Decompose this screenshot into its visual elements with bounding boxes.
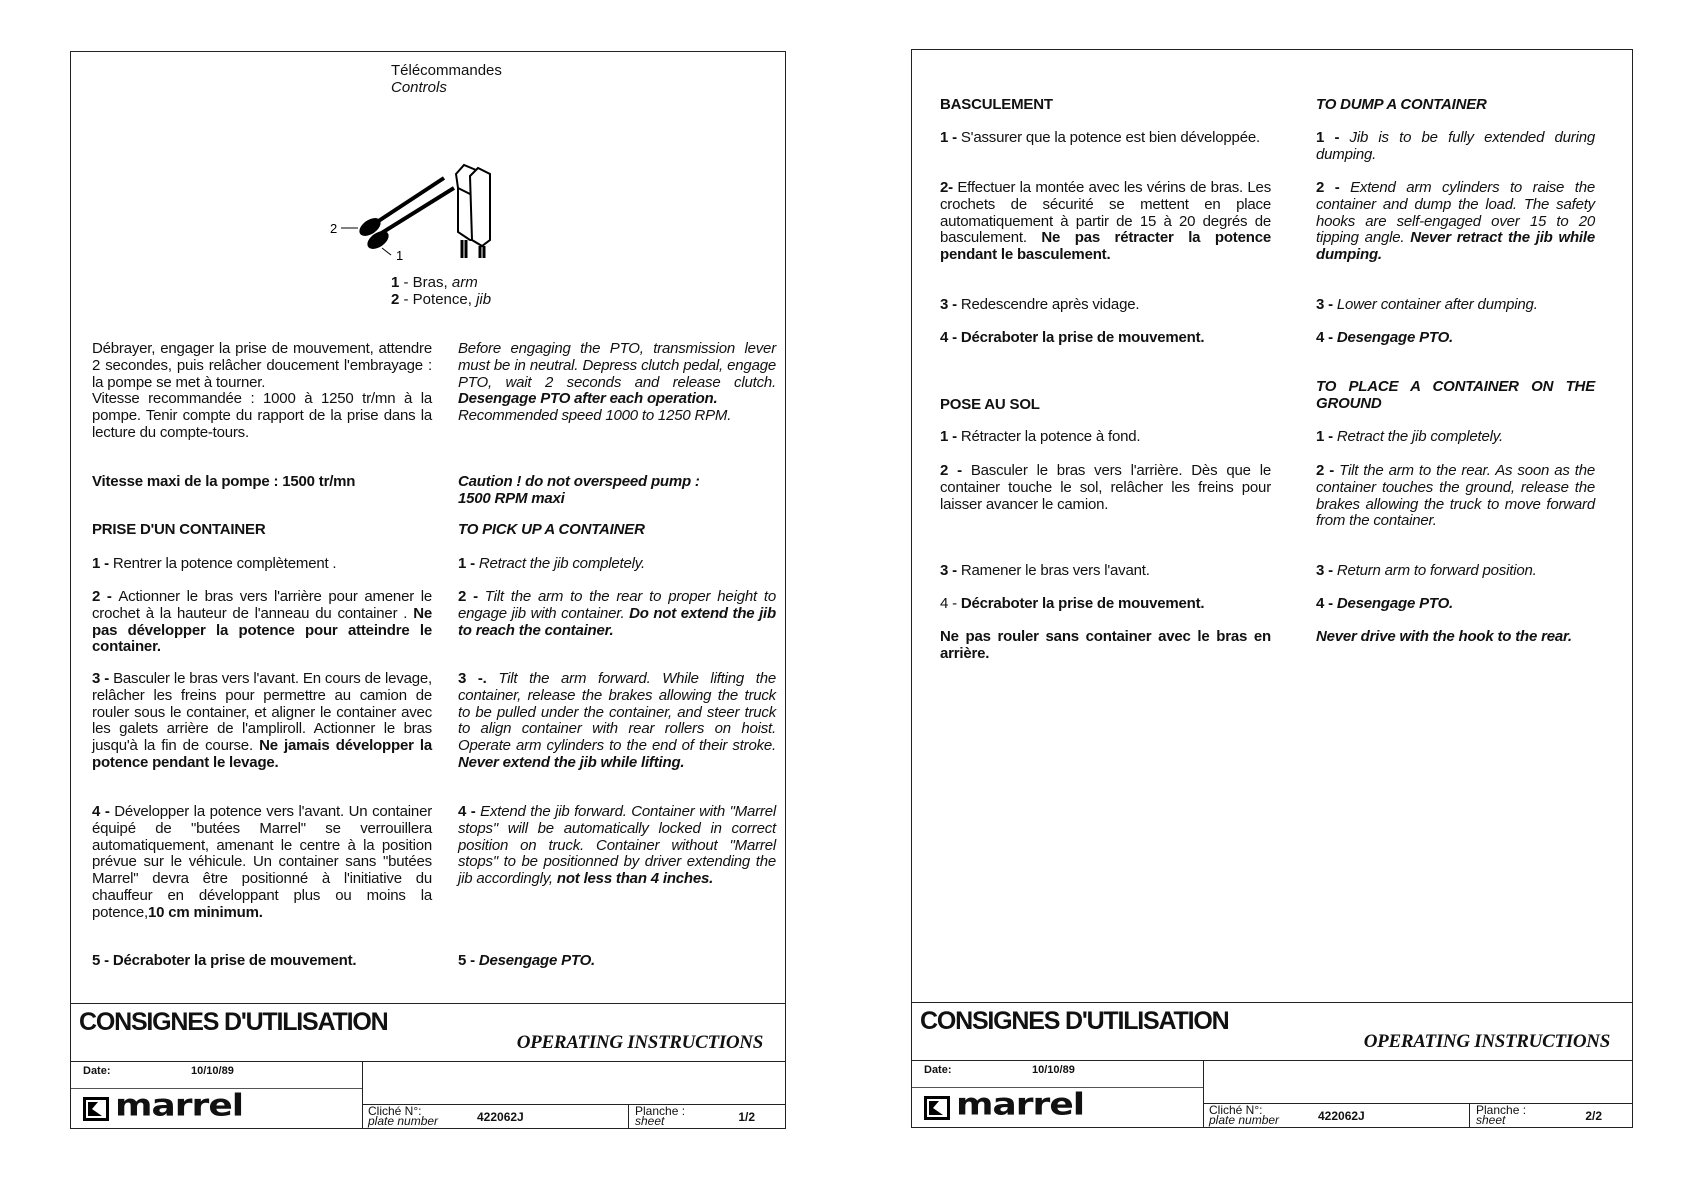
marrel-logo-icon [83,1097,109,1121]
text-run: Never drive with the hook to the rear. [1316,628,1572,645]
sheet-label-fr: Planche : [635,1104,686,1118]
paragraph-en [458,341,776,425]
plate-number: 422062J [1318,1109,1365,1123]
text-run: PRISE D'UN CONTAINER [92,521,266,538]
logo-cell [912,1087,1203,1127]
figure-label-1: 1 [396,248,404,263]
legend-en: arm [451,274,478,291]
plate-number: 422062J [477,1110,524,1124]
text-run: Vitesse maxi de la pompe : 1500 tr/mn [92,473,356,490]
plate-label-en: plate number [368,1114,439,1128]
paragraph-fr [92,804,432,922]
paragraph-en [1316,297,1595,314]
title-block-info-row [912,1060,1632,1127]
text-run: TO DUMP A CONTAINER [1316,96,1487,113]
paragraph-en [458,953,776,970]
text-run: not less than 4 inches. [556,870,714,888]
legend-item [391,274,491,291]
date-value: 10/10/89 [191,1065,234,1077]
paragraph-en [458,474,776,508]
text-run: Ne pas développer la potence pour atteindre le container. [92,604,432,656]
paragraph-en [1316,629,1595,646]
plate-label-en: plate number [1209,1113,1280,1127]
paragraph-fr [940,330,1271,347]
text-run: 1 - [458,555,479,572]
text-run: 3 - [940,562,961,579]
paragraph-en [458,589,776,639]
paragraph-en [1316,596,1595,613]
paragraph-fr [940,629,1271,663]
title-en: OPERATING INSTRUCTIONS [1363,1031,1610,1052]
text-run: 3 - [92,670,114,687]
text-run: Extend arm cylinders to raise the container and dump the load. The safety hooks are self-engaged over 15 to 20 tipping angle. [1316,179,1595,247]
controls-title-fr: Télécommandes [391,62,502,79]
text-run: Caution ! do not overspeed pump : 1500 RPM maxi [458,473,700,507]
paragraph-fr [940,130,1271,147]
text-run: TO PICK UP A CONTAINER [458,521,645,538]
figure-legend [391,274,491,308]
legend-fr: - Potence, [399,291,477,308]
text-run: 5 - [92,952,113,969]
paragraph-en [1316,330,1595,347]
text-run: 10 cm minimum. [147,903,263,921]
text-run: Basculer le bras vers l'arrière. Dès que le container touche le sol, relâcher les freins pour laisser avancer le camion. [940,462,1271,513]
text-run: 2 - [940,462,971,479]
sheet-label-fr: Planche : [1476,1103,1527,1117]
text-run: Desengage PTO. [478,952,596,969]
text-run: Do not extend the jib to reach the container. [458,604,776,639]
text-run: Retract the jib completely. [478,555,645,572]
figure-label-2: 2 [330,221,338,236]
text-run: Rentrer la potence complètement . [112,555,337,572]
plate-label-fr: Cliché N°: [1209,1103,1263,1117]
text-run: Return arm to forward position. [1336,562,1537,579]
title-fr: CONSIGNES D'UTILISATION [79,1008,388,1036]
text-run: 5 - [458,952,479,969]
text-run: Tilt the arm forward. While lifting the container, release the brakes allowing the truck to be pulled under the container, and steer truck to align container with rear rollers on hoist. Operate arm cylinders to the end of their stroke. [458,670,776,755]
paragraph-fr [92,522,432,539]
text-run: 3 - [1316,296,1337,313]
text-run: 4 - [940,595,961,612]
text-run: Basculer le bras vers l'avant. En cours de levage, relâcher les freins pour permettre au camion de rouler sous le container, et aligner le container avec les galets arrière de l'ampliroll. Actionner le bras jusqu'à la fin de course. [92,670,432,755]
date-value: 10/10/89 [1032,1064,1075,1076]
text-run: POSE AU SOL [940,396,1040,413]
paragraph-fr [940,596,1271,613]
text-run: 1 - [1316,129,1350,146]
text-run: Desengage PTO. [1336,329,1454,346]
paragraph-fr [940,563,1271,580]
text-run: TO PLACE A CONTAINER ON THE GROUND [1316,378,1595,412]
text-run: Effectuer la montée avec les vérins de bras. Les crochets de sécurité se mettent en place automatiquement à partir de 15 à 20 degrés de basculement. [940,179,1271,247]
paragraph-en [1316,379,1595,413]
text-run: 4 - [1316,595,1337,612]
legend-fr: - Bras, [399,274,452,291]
title-block-info-row [71,1061,785,1128]
text-run: Ramener le bras vers l'avant. [960,562,1150,579]
text-run: Ne jamais développer la potence pendant le levage. [92,737,432,771]
text-run: Débrayer, engager la prise de mouvement, attendre 2 secondes, puis relâcher doucement l'embrayage : la pompe se met à tourner. Vitesse recommandée : 1000 à 1250 tr/mn à la pompe. Tenir compte du rapport de la prise dans la lecture du compte-tours. [92,340,432,441]
text-run: Tilt the arm to the rear to proper height to engage jib with container. [458,588,776,622]
plate-label-fr: Cliché N°: [368,1104,422,1118]
controls-title-en: Controls [391,79,447,96]
title-block [71,1003,785,1128]
text-run: Lower container after dumping. [1336,296,1538,313]
paragraph-en [458,671,776,772]
text-run: Never extend the jib while lifting. [458,753,685,771]
legend-en: jib [476,291,492,308]
text-run: Recommended speed 1000 to 1250 RPM. [458,407,732,425]
paragraph-fr [940,97,1271,114]
text-run: Rétracter la potence à fond. [960,428,1141,445]
text-run: Ne pas rétracter la potence pendant le basculement. [940,229,1271,264]
text-run: Décraboter la prise de mouvement. [960,595,1205,612]
paragraph-en [458,522,776,539]
text-run: 4 - [458,803,481,820]
text-run: Ne pas rouler sans container avec le bras en arrière. [940,628,1271,662]
text-run: Jib is to be fully extended during dumping. [1316,129,1595,163]
text-run: Desengage PTO. [1336,595,1454,612]
date-logo-cell [71,1062,363,1128]
paragraph-fr [92,341,432,442]
text-run: 1 - [92,555,113,572]
text-run: 2 - [1316,179,1351,196]
text-run: BASCULEMENT [940,96,1053,113]
paragraph-fr [940,297,1271,314]
paragraph-en [458,556,776,573]
brand-logo-text: marrel [956,1087,1085,1122]
legend-item [391,291,491,308]
paragraph-en [1316,180,1595,264]
paragraph-fr [92,474,432,491]
sheet-label-en: sheet [635,1114,665,1128]
sheet-cell [628,1105,785,1128]
paragraph-fr [940,180,1271,264]
text-run: 4 - [940,329,961,346]
document-page-2 [911,49,1633,1128]
date-label: Date: [83,1065,111,1077]
legend-number: 2 [391,291,400,308]
text-run: 2 - [92,588,119,605]
text-run: Décraboter la prise de mouvement. [960,329,1205,346]
text-run: 1 - [940,129,961,146]
brand-logo-text: marrel [115,1088,244,1123]
paragraph-fr [92,671,432,772]
paragraph-en [1316,429,1595,446]
legend-number: 1 [391,274,400,291]
text-run: Retract the jib completely. [1336,428,1503,445]
date-logo-cell [912,1061,1204,1127]
paragraph-fr [92,953,432,970]
paragraph-fr [92,556,432,573]
sheet-cell [1469,1104,1632,1127]
text-run: Développer la potence vers l'avant. Un container équipé de "butées Marrel" se verrouillera automatiquement, amenant le centre à la position prévue sur le véhicule. Un container sans "butées Marrel" devra être positionné à l'initiative du chauffeur en développant plus ou moins la potence, [92,803,433,921]
paragraph-en [458,804,776,888]
text-run: Redescendre après vidage. [960,296,1140,313]
text-run: 1 - [1316,428,1337,445]
text-run: 4 - [1316,329,1337,346]
paragraph-fr [940,397,1271,414]
text-run: Tilt the arm to the rear. As soon as the container touches the ground, release the brakes allowing the truck to move forward from the container. [1316,462,1596,530]
text-run: 2 - [458,588,485,605]
text-run: 3 - [940,296,961,313]
sheet-number: 1/2 [738,1110,755,1124]
text-run: Extend the jib forward. Container with "Marrel stops" will be automatically locked in correct position on truck. Container without "Marrel stops" to be positionned by driver extending the jib accordingly, [458,803,777,888]
paragraph-fr [940,463,1271,513]
text-run: Décraboter la prise de mouvement. [112,952,357,969]
text-run: 2 - [1316,462,1340,479]
plate-sheet-cell [362,1104,785,1128]
title-fr: CONSIGNES D'UTILISATION [920,1007,1229,1035]
paragraph-en [1316,563,1595,580]
text-run: 3 - [1316,562,1337,579]
sheet-label-en: sheet [1476,1113,1506,1127]
text-run: Actionner le bras vers l'arrière pour amener le crochet à la hauteur de l'anneau du container . [92,588,432,622]
paragraph-en [1316,130,1595,164]
control-levers-illustration [330,130,536,263]
text-run: Never retract the jib while dumping. [1316,229,1595,264]
text-run: 1 - [940,428,961,445]
date-label: Date: [924,1064,952,1076]
text-run: 4 - [92,803,115,820]
controls-heading [391,62,502,96]
text-run: S'assurer que la potence est bien développée. [960,129,1260,146]
text-run: 2- [940,179,958,196]
paragraph-en [1316,463,1595,530]
text-run: Desengage PTO after each operation. [458,390,718,408]
text-run: 3 -. [458,670,499,687]
logo-cell [71,1088,362,1128]
paragraph-fr [92,589,432,656]
title-block [912,1002,1632,1127]
text-run: Before engaging the PTO, transmission lever must be in neutral. Depress clutch pedal, engage PTO, wait 2 seconds and release clutch. [458,340,776,391]
title-en: OPERATING INSTRUCTIONS [516,1032,763,1053]
plate-sheet-cell [1203,1103,1632,1127]
marrel-logo-icon [924,1096,950,1120]
document-page-1 [70,51,786,1129]
sheet-number: 2/2 [1585,1109,1602,1123]
paragraph-en [1316,97,1595,114]
paragraph-fr [940,429,1271,446]
